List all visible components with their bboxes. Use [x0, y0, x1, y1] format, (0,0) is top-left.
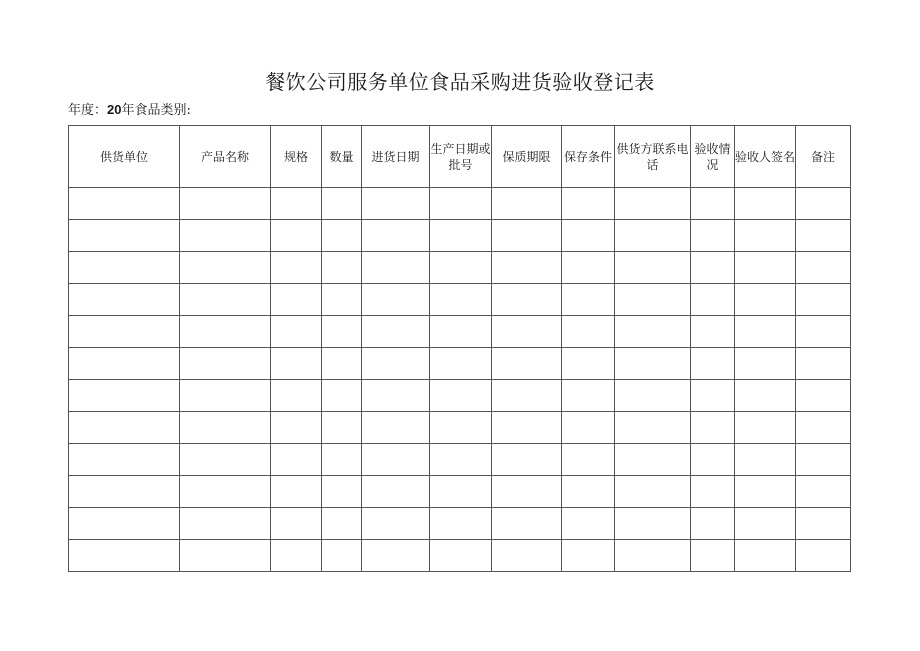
- category-label: 年食品类别:: [121, 103, 191, 118]
- table-cell[interactable]: [615, 252, 691, 284]
- table-cell[interactable]: [796, 380, 851, 412]
- table-row: [69, 380, 851, 412]
- table-cell[interactable]: [492, 188, 562, 220]
- table-cell[interactable]: [796, 284, 851, 316]
- table-cell[interactable]: [362, 348, 430, 380]
- table-cell[interactable]: [271, 412, 322, 444]
- table-cell[interactable]: [562, 252, 615, 284]
- header-row: [69, 126, 851, 188]
- table-cell[interactable]: [492, 412, 562, 444]
- table-cell[interactable]: [430, 252, 492, 284]
- table-cell[interactable]: [615, 380, 691, 412]
- table-cell[interactable]: [796, 540, 851, 572]
- table-cell[interactable]: [615, 412, 691, 444]
- table-cell[interactable]: [492, 348, 562, 380]
- table-cell[interactable]: [615, 540, 691, 572]
- table-cell[interactable]: [562, 540, 615, 572]
- table-cell[interactable]: [271, 444, 322, 476]
- table-cell[interactable]: [430, 508, 492, 540]
- col-header-product-name: 产品名称: [180, 126, 271, 188]
- table-cell[interactable]: [735, 540, 796, 572]
- table-cell[interactable]: [691, 444, 735, 476]
- col-header-shelf-life: 保质期限: [492, 126, 562, 188]
- col-header-inspection: 验收情况: [691, 126, 735, 188]
- table-cell[interactable]: [615, 508, 691, 540]
- table-cell[interactable]: [735, 252, 796, 284]
- table-cell[interactable]: [322, 540, 362, 572]
- table-cell[interactable]: [362, 188, 430, 220]
- table-cell[interactable]: [69, 412, 180, 444]
- table-cell[interactable]: [271, 220, 322, 252]
- col-header-supplier-phone: 供货方联系电话: [615, 126, 691, 188]
- table-cell[interactable]: [735, 476, 796, 508]
- table-cell[interactable]: [322, 284, 362, 316]
- table-cell[interactable]: [796, 348, 851, 380]
- table-cell[interactable]: [271, 188, 322, 220]
- table-cell[interactable]: [322, 412, 362, 444]
- table-cell[interactable]: [362, 380, 430, 412]
- table-cell[interactable]: [615, 476, 691, 508]
- table-cell[interactable]: [69, 380, 180, 412]
- table-cell[interactable]: [691, 348, 735, 380]
- table-cell[interactable]: [180, 220, 271, 252]
- table-cell[interactable]: [271, 508, 322, 540]
- table-cell[interactable]: [180, 476, 271, 508]
- table-cell[interactable]: [180, 380, 271, 412]
- table-cell[interactable]: [180, 284, 271, 316]
- table-cell[interactable]: [492, 444, 562, 476]
- table-cell[interactable]: [362, 540, 430, 572]
- table-cell[interactable]: [322, 220, 362, 252]
- table-cell[interactable]: [430, 412, 492, 444]
- table-cell[interactable]: [271, 252, 322, 284]
- table-cell[interactable]: [796, 508, 851, 540]
- table-cell[interactable]: [796, 444, 851, 476]
- table-cell[interactable]: [691, 284, 735, 316]
- table-cell[interactable]: [735, 220, 796, 252]
- table-cell[interactable]: [180, 508, 271, 540]
- table-row: [69, 220, 851, 252]
- table-cell[interactable]: [362, 284, 430, 316]
- table-row: [69, 412, 851, 444]
- year-label: 年度：: [68, 103, 108, 118]
- table-cell[interactable]: [615, 316, 691, 348]
- table-body: [69, 188, 851, 572]
- table-cell[interactable]: [562, 508, 615, 540]
- table-cell[interactable]: [322, 188, 362, 220]
- col-header-production-date: 生产日期或批号: [430, 126, 492, 188]
- table-row: [69, 252, 851, 284]
- table-cell[interactable]: [180, 188, 271, 220]
- table-cell[interactable]: [691, 476, 735, 508]
- table-cell[interactable]: [735, 348, 796, 380]
- col-header-quantity: 数量: [322, 126, 362, 188]
- table-cell[interactable]: [362, 444, 430, 476]
- table-cell[interactable]: [492, 316, 562, 348]
- table-cell[interactable]: [180, 540, 271, 572]
- table-cell[interactable]: [322, 380, 362, 412]
- purchase-log-table: [68, 125, 851, 572]
- table-cell[interactable]: [796, 316, 851, 348]
- table-cell[interactable]: [691, 188, 735, 220]
- table-cell[interactable]: [615, 348, 691, 380]
- col-header-spec: 规格: [271, 126, 322, 188]
- table-cell[interactable]: [322, 508, 362, 540]
- table-cell[interactable]: [430, 188, 492, 220]
- table-cell[interactable]: [271, 476, 322, 508]
- table-cell[interactable]: [180, 444, 271, 476]
- table-cell[interactable]: [430, 380, 492, 412]
- table-cell[interactable]: [492, 540, 562, 572]
- table-cell[interactable]: [69, 252, 180, 284]
- col-header-purchase-date: 进货日期: [362, 126, 430, 188]
- table-cell[interactable]: [562, 316, 615, 348]
- table-cell[interactable]: [180, 252, 271, 284]
- table-cell[interactable]: [735, 284, 796, 316]
- table-cell[interactable]: [69, 348, 180, 380]
- table-cell[interactable]: [362, 316, 430, 348]
- table-cell[interactable]: [615, 188, 691, 220]
- table-cell[interactable]: [271, 316, 322, 348]
- table-cell[interactable]: [735, 316, 796, 348]
- table-cell[interactable]: [430, 540, 492, 572]
- table-cell[interactable]: [492, 380, 562, 412]
- table-cell[interactable]: [430, 220, 492, 252]
- table-cell[interactable]: [430, 476, 492, 508]
- table-cell[interactable]: [322, 316, 362, 348]
- table-cell[interactable]: [492, 476, 562, 508]
- table-cell[interactable]: [735, 444, 796, 476]
- table-cell[interactable]: [492, 284, 562, 316]
- table-cell[interactable]: [492, 252, 562, 284]
- table-cell[interactable]: [322, 348, 362, 380]
- table-cell[interactable]: [796, 220, 851, 252]
- table-cell[interactable]: [562, 444, 615, 476]
- table-cell[interactable]: [69, 220, 180, 252]
- table-row: [69, 188, 851, 220]
- table-cell[interactable]: [69, 476, 180, 508]
- table-row: [69, 316, 851, 348]
- table-cell[interactable]: [735, 380, 796, 412]
- table-cell[interactable]: [562, 188, 615, 220]
- table-cell[interactable]: [796, 252, 851, 284]
- table-cell[interactable]: [492, 508, 562, 540]
- col-header-storage: 保存条件: [562, 126, 615, 188]
- table-cell[interactable]: [362, 476, 430, 508]
- table-cell[interactable]: [430, 444, 492, 476]
- table-cell[interactable]: [562, 284, 615, 316]
- table-cell[interactable]: [271, 540, 322, 572]
- table-cell[interactable]: [615, 284, 691, 316]
- table-cell[interactable]: [615, 220, 691, 252]
- table-cell[interactable]: [69, 188, 180, 220]
- table-cell[interactable]: [271, 380, 322, 412]
- table-cell[interactable]: [691, 540, 735, 572]
- table-row: [69, 476, 851, 508]
- table-cell[interactable]: [430, 316, 492, 348]
- table-cell[interactable]: [562, 412, 615, 444]
- col-header-remarks: 备注: [796, 126, 851, 188]
- table-cell[interactable]: [271, 348, 322, 380]
- form-title: 餐饮公司服务单位食品采购进货验收登记表: [265, 70, 655, 94]
- table-cell[interactable]: [796, 412, 851, 444]
- col-header-inspector-signature: 验收人签名: [735, 126, 796, 188]
- table-cell[interactable]: [562, 380, 615, 412]
- table-cell[interactable]: [430, 284, 492, 316]
- table-cell[interactable]: [362, 508, 430, 540]
- table-cell[interactable]: [562, 476, 615, 508]
- table-cell[interactable]: [735, 412, 796, 444]
- table-cell[interactable]: [562, 220, 615, 252]
- table-cell[interactable]: [492, 220, 562, 252]
- table-cell[interactable]: [430, 348, 492, 380]
- table-cell[interactable]: [69, 508, 180, 540]
- col-header-supplier: 供货单位: [69, 126, 180, 188]
- table-cell[interactable]: [180, 412, 271, 444]
- table-cell[interactable]: [691, 380, 735, 412]
- table-cell[interactable]: [322, 252, 362, 284]
- table-cell[interactable]: [691, 412, 735, 444]
- table-cell[interactable]: [796, 476, 851, 508]
- table-cell[interactable]: [615, 444, 691, 476]
- table-cell[interactable]: [362, 220, 430, 252]
- table-cell[interactable]: [735, 188, 796, 220]
- table-cell[interactable]: [322, 444, 362, 476]
- table-cell[interactable]: [691, 316, 735, 348]
- table-row: [69, 348, 851, 380]
- table-row: [69, 444, 851, 476]
- table-cell[interactable]: [796, 188, 851, 220]
- table-cell[interactable]: [322, 476, 362, 508]
- table-cell[interactable]: [69, 316, 180, 348]
- year-value: 20: [107, 102, 122, 117]
- table-row: [69, 284, 851, 316]
- table-cell[interactable]: [562, 348, 615, 380]
- table-cell[interactable]: [69, 444, 180, 476]
- table-cell[interactable]: [362, 412, 430, 444]
- table-cell[interactable]: [69, 284, 180, 316]
- table-cell[interactable]: [362, 252, 430, 284]
- table-row: [69, 540, 851, 572]
- table-cell[interactable]: [691, 252, 735, 284]
- table-cell[interactable]: [180, 316, 271, 348]
- table-cell[interactable]: [271, 284, 322, 316]
- table-cell[interactable]: [69, 540, 180, 572]
- table-cell[interactable]: [180, 348, 271, 380]
- table-cell[interactable]: [691, 220, 735, 252]
- table-cell[interactable]: [691, 508, 735, 540]
- table-row: [69, 508, 851, 540]
- table-cell[interactable]: [735, 508, 796, 540]
- form-meta-line: [68, 101, 191, 120]
